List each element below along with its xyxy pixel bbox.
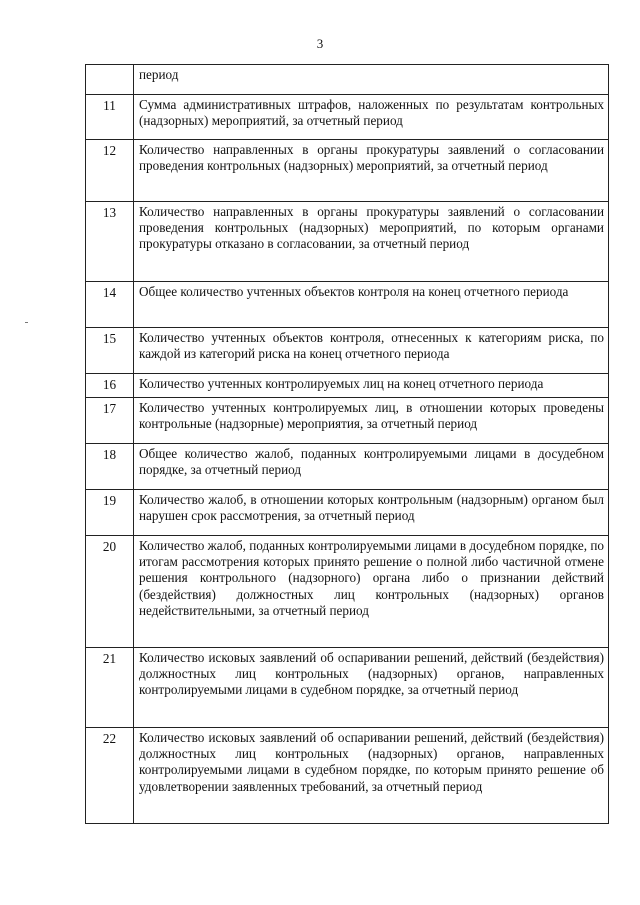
- page-number: 3: [316, 36, 324, 51]
- table-row: [86, 140, 609, 202]
- table-row: [86, 95, 609, 140]
- table-row: [86, 202, 609, 282]
- table-row: [86, 490, 609, 536]
- row-number: 22: [86, 728, 134, 824]
- row-description: Количество исковых заявлений об оспаривании решений, действий (бездействия) должностных лиц контрольных (надзорных) органов, направленных контролируемыми лицами в судебном порядке, по которым принято решение об удовлетворении заявленных требований, за отчетный период: [134, 728, 609, 824]
- row-description: Количество учтенных объектов контроля, отнесенных к категориям риска, по каждой из категорий риска на конец отчетного периода: [134, 328, 609, 374]
- table-row: [86, 398, 609, 444]
- row-description: Количество учтенных контролируемых лиц на конец отчетного периода: [134, 374, 609, 398]
- table-row: [86, 328, 609, 374]
- row-number: 12: [86, 140, 134, 202]
- row-number: 14: [86, 282, 134, 328]
- row-description: Количество жалоб, поданных контролируемыми лицами в досудебном порядке, по итогам рассмотрения которых принято решение о полной либо частичной отмене решения контрольного (надзорного) органа либо о признании действий (бездействия) должностных лиц контрольных (надзорных) органов недействительными, за отчетный период: [134, 536, 609, 648]
- row-number: 16: [86, 374, 134, 398]
- table-row: [86, 536, 609, 648]
- row-description: Сумма административных штрафов, наложенных по результатам контрольных (надзорных) мероприятий, за отчетный период: [134, 95, 609, 140]
- indicators-table: [85, 64, 609, 824]
- row-number: 19: [86, 490, 134, 536]
- scan-artifact: [25, 322, 28, 323]
- row-number: 17: [86, 398, 134, 444]
- row-description: Количество направленных в органы прокуратуры заявлений о согласовании проведения контрольных (надзорных) мероприятий, за отчетный период: [134, 140, 609, 202]
- row-description: Количество учтенных контролируемых лиц, в отношении которых проведены контрольные (надзорные) мероприятия, за отчетный период: [134, 398, 609, 444]
- row-description: Количество направленных в органы прокуратуры заявлений о согласовании проведения контрольных (надзорных) мероприятий, по которым органами прокуратуры отказано в согласовании, за отчетный период: [134, 202, 609, 282]
- row-number: 13: [86, 202, 134, 282]
- table-row: [86, 374, 609, 398]
- table-row: [86, 282, 609, 328]
- table-row: [86, 444, 609, 490]
- table-row: [86, 65, 609, 95]
- row-description: Количество исковых заявлений об оспаривании решений, действий (бездействия) должностных лиц контрольных (надзорных) органов, направленных контролируемыми лицами в судебном порядке, за отчетный период: [134, 648, 609, 728]
- row-number: 20: [86, 536, 134, 648]
- row-description: Количество жалоб, в отношении которых контрольным (надзорным) органом был нарушен срок рассмотрения, за отчетный период: [134, 490, 609, 536]
- row-number: 15: [86, 328, 134, 374]
- table-row: [86, 648, 609, 728]
- row-description: период: [134, 65, 609, 95]
- row-number: [86, 65, 134, 95]
- row-number: 18: [86, 444, 134, 490]
- row-description: Общее количество учтенных объектов контроля на конец отчетного периода: [134, 282, 609, 328]
- row-number: 11: [86, 95, 134, 140]
- row-number: 21: [86, 648, 134, 728]
- row-description: Общее количество жалоб, поданных контролируемыми лицами в досудебном порядке, за отчетный период: [134, 444, 609, 490]
- table-row: [86, 728, 609, 824]
